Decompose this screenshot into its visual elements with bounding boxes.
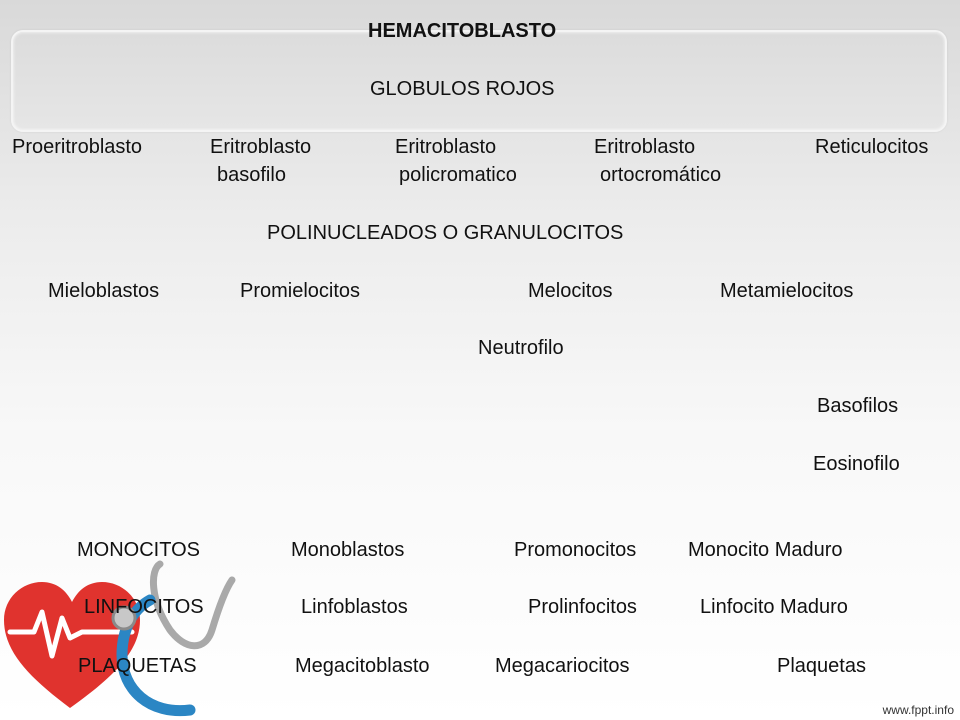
linfocitos-label: LINFOCITOS bbox=[84, 596, 204, 618]
red-heading: GLOBULOS ROJOS bbox=[370, 78, 555, 100]
red-stage-2-line1: Eritroblasto bbox=[210, 136, 312, 158]
red-stage-1: Proeritroblasto bbox=[12, 136, 143, 158]
red-stage-3-line2: policromatico bbox=[399, 164, 517, 186]
gran-stage-1: Mieloblastos bbox=[48, 280, 160, 302]
red-stage-5: Reticulocitos bbox=[815, 136, 929, 158]
monocitos-stage-2: Promonocitos bbox=[514, 539, 637, 561]
plaquetas-stage-2: Megacariocitos bbox=[495, 655, 630, 677]
page-title: HEMACITOBLASTO bbox=[368, 20, 557, 42]
plaquetas-stage-1: Megacitoblasto bbox=[295, 655, 430, 677]
basofilos: Basofilos bbox=[817, 395, 899, 417]
granulocytes-heading: POLINUCLEADOS O GRANULOCITOS bbox=[267, 222, 624, 244]
monocitos-stage-1: Monoblastos bbox=[291, 539, 405, 561]
linfocitos-stage-1: Linfoblastos bbox=[301, 596, 408, 618]
linfocitos-stage-3: Linfocito Maduro bbox=[700, 596, 848, 618]
gran-stage-4: Metamielocitos bbox=[720, 280, 854, 302]
monocitos-stage-3: Monocito Maduro bbox=[688, 539, 843, 561]
eosinofilo: Eosinofilo bbox=[813, 453, 900, 475]
plaquetas-label: PLAQUETAS bbox=[78, 655, 197, 677]
plaquetas-stage-3: Plaquetas bbox=[777, 655, 866, 677]
gran-stage-2: Promielocitos bbox=[240, 280, 361, 302]
red-stage-2-line2: basofilo bbox=[217, 164, 286, 186]
red-stage-4-line2: ortocromático bbox=[600, 164, 722, 186]
footer-link[interactable]: www.fppt.info bbox=[882, 703, 954, 717]
linfocitos-stage-2: Prolinfocitos bbox=[528, 596, 637, 618]
red-stage-4-line1: Eritroblasto bbox=[594, 136, 696, 158]
neutrofilo: Neutrofilo bbox=[478, 337, 564, 359]
red-stage-3-line1: Eritroblasto bbox=[395, 136, 497, 158]
gran-stage-3: Melocitos bbox=[528, 280, 613, 302]
heart-stethoscope-icon bbox=[0, 560, 240, 720]
monocitos-label: MONOCITOS bbox=[77, 539, 200, 561]
